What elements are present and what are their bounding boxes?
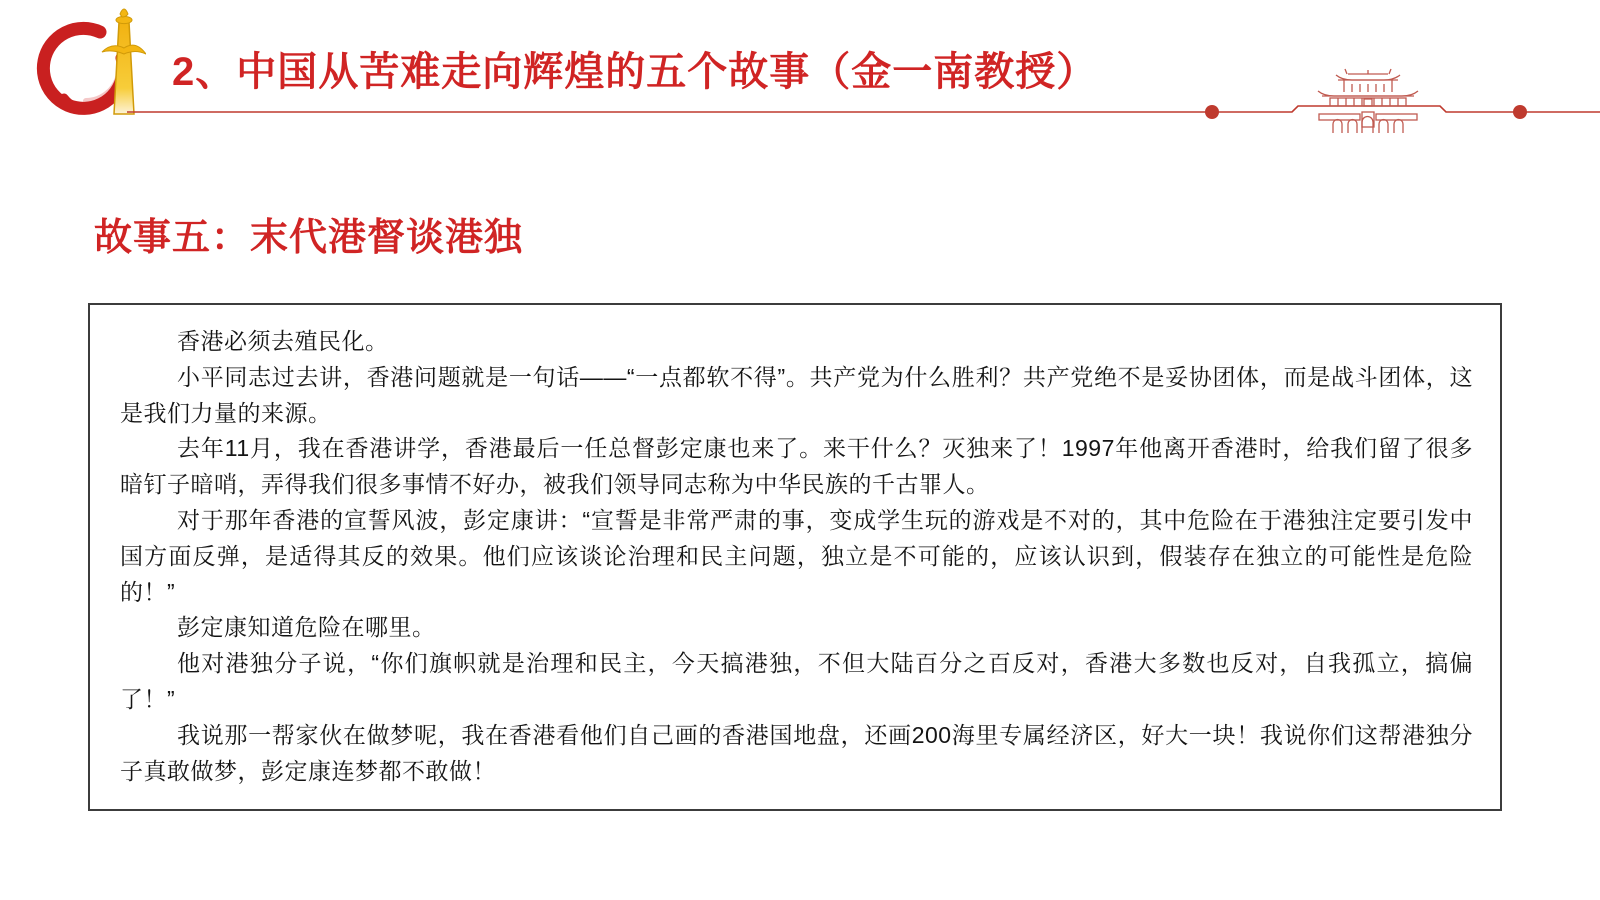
story-paragraph-2: 小平同志过去讲，香港问题就是一句话——“一点都软不得”。共产党为什么胜利？共产党绝不是妥协团体，而是战斗团体，这是我们力量的来源。 bbox=[120, 363, 1473, 426]
story-paragraph-3: 去年11月，我在香港讲学，香港最后一任总督彭定康也来了。来干什么？灭独来了！1997年他离开香港时，给我们留了很多暗钉子暗哨，弄得我们很多事情不好办，被我们领导同志称为中华民族的千古罪人。 bbox=[120, 435, 1473, 498]
story-paragraph-6: 他对港独分子说，“你们旗帜就是治理和民主，今天搞港独，不但大陆百分之百反对，香港大多数也反对，自我孤立，搞偏了！” bbox=[120, 650, 1473, 712]
divider-line bbox=[0, 60, 1600, 150]
story-paragraph-4: 对于那年香港的宣誓风波，彭定康讲：“宣誓是非常严肃的事，变成学生玩的游戏是不对的，其中危险在于港独注定要引发中国方面反弹，是适得其反的效果。他们应该谈论治理和民主问题，独立是不可能的，应该认识到，假装存在独立的可能性是危险的！” bbox=[120, 506, 1473, 605]
slide-title: 2、中国从苦难走向辉煌的五个故事（金一南教授） bbox=[172, 50, 1098, 94]
tiananmen-gate-icon bbox=[1318, 69, 1418, 133]
story-paragraph-7: 我说那一帮家伙在做梦呢，我在香港看他们自己画的香港国地盘，还画200海里专属经济区，好大一块！我说你们这帮港独分子真敢做梦，彭定康连梦都不敢做！ bbox=[120, 721, 1473, 784]
divider-rule bbox=[127, 106, 1600, 112]
story-paragraph-1: 香港必须去殖民化。 bbox=[177, 328, 389, 354]
story-text-box bbox=[88, 303, 1502, 811]
story-paragraph-5: 彭定康知道危险在哪里。 bbox=[177, 614, 436, 641]
divider-dot-right bbox=[1513, 105, 1527, 119]
divider-dot-left bbox=[1205, 105, 1219, 119]
story-subtitle: 故事五：末代港督谈港独 bbox=[94, 217, 524, 259]
